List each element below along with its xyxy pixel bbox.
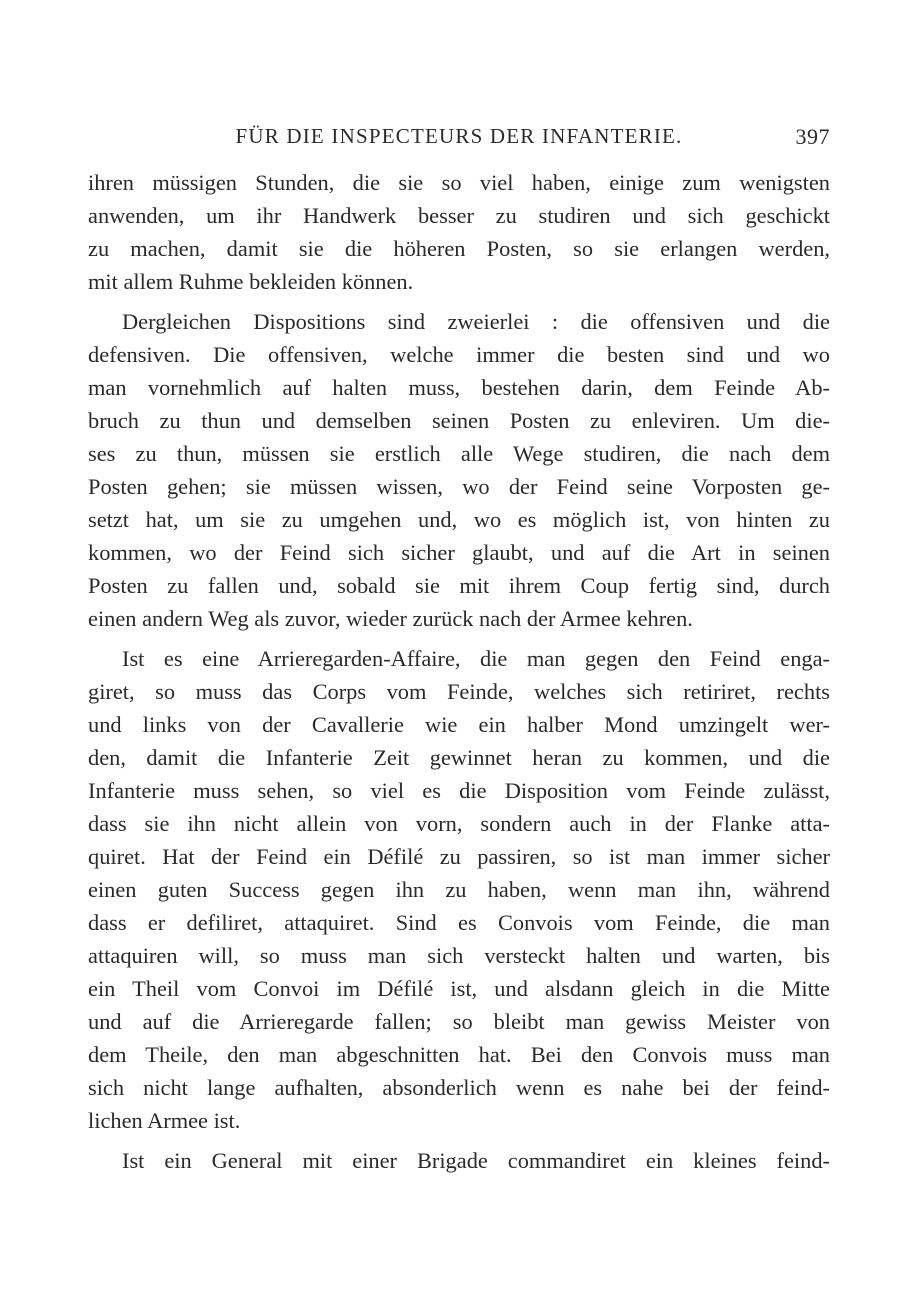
text-line: anwenden, um ihr Handwerk besser zu studiren und sich geschickt — [88, 203, 830, 228]
text-line: man vornehmlich auf halten muss, bestehen darin, dem Feinde Ab- — [88, 375, 830, 400]
text-line: den, damit die Infanterie Zeit gewinnet heran zu kommen, und die — [88, 745, 830, 770]
text-line: Posten gehen; sie müssen wissen, wo der Feind seine Vorposten ge- — [88, 474, 830, 499]
paragraph — [88, 166, 830, 298]
paragraph-gap — [88, 298, 830, 305]
text-line: ses zu thun, müssen sie erstlich alle Wege studiren, die nach dem — [88, 441, 830, 466]
text-line: sich nicht lange aufhalten, absonderlich wenn es nahe bei der feind- — [88, 1075, 830, 1100]
text-line: quiret. Hat der Feind ein Défilé zu passiren, so ist man immer sicher — [88, 844, 830, 869]
text-line: attaquiren will, so muss man sich versteckt halten und warten, bis — [88, 943, 830, 968]
text-line: setzt hat, um sie zu umgehen und, wo es möglich ist, von hinten zu — [88, 507, 830, 532]
page-number: 397 — [795, 124, 830, 149]
text-line: und auf die Arrieregarde fallen; so bleibt man gewiss Meister von — [88, 1009, 830, 1034]
text-line: defensiven. Die offensiven, welche immer die besten sind und wo — [88, 342, 830, 367]
paragraph-gap — [88, 635, 830, 642]
text-line: ihren müssigen Stunden, die sie so viel haben, einige zum wenigsten — [88, 170, 830, 195]
text-line: einen andern Weg als zuvor, wieder zurück nach der Armee kehren. — [88, 606, 693, 631]
text-line: und links von der Cavallerie wie ein halber Mond umzingelt wer- — [88, 712, 830, 737]
text-line: bruch zu thun und demselben seinen Posten zu enleviren. Um die- — [88, 408, 830, 433]
text-line: Infanterie muss sehen, so viel es die Disposition vom Feinde zulässt, — [88, 778, 830, 803]
paragraph-gap — [88, 1137, 830, 1144]
text-line: kommen, wo der Feind sich sicher glaubt, und auf die Art in seinen — [88, 540, 830, 565]
paragraph — [88, 1144, 830, 1177]
running-head — [88, 118, 830, 154]
text-line: Ist es eine Arrieregarden-Affaire, die man gegen den Feind enga- — [122, 646, 830, 671]
text-line: zu machen, damit sie die höheren Posten, so sie erlangen werden, — [88, 236, 830, 261]
text-line: einen guten Success gegen ihn zu haben, wenn man ihn, während — [88, 877, 830, 902]
running-title: FÜR DIE INSPECTEURS DER INFANTERIE. — [235, 124, 683, 148]
text-line: ein Theil vom Convoi im Défilé ist, und alsdann gleich in die Mitte — [88, 976, 830, 1001]
text-line: Posten zu fallen und, sobald sie mit ihrem Coup fertig sind, durch — [88, 573, 830, 598]
text-line: dem Theile, den man abgeschnitten hat. Bei den Convois muss man — [88, 1042, 830, 1067]
text-line: dass sie ihn nicht allein von vorn, sondern auch in der Flanke atta- — [88, 811, 830, 836]
paragraph — [88, 305, 830, 635]
text-line: giret, so muss das Corps vom Feinde, welches sich retiriret, rechts — [88, 679, 830, 704]
text-line: dass er defiliret, attaquiret. Sind es Convois vom Feinde, die man — [88, 910, 830, 935]
text-line: Dergleichen Dispositions sind zweierlei : die offensiven und die — [122, 309, 830, 334]
text-line: mit allem Ruhme bekleiden können. — [88, 269, 414, 294]
text-line: Ist ein General mit einer Brigade commandiret ein kleines feind- — [122, 1148, 830, 1173]
body-text — [88, 166, 830, 1177]
paragraph — [88, 642, 830, 1137]
text-line: lichen Armee ist. — [88, 1108, 241, 1133]
